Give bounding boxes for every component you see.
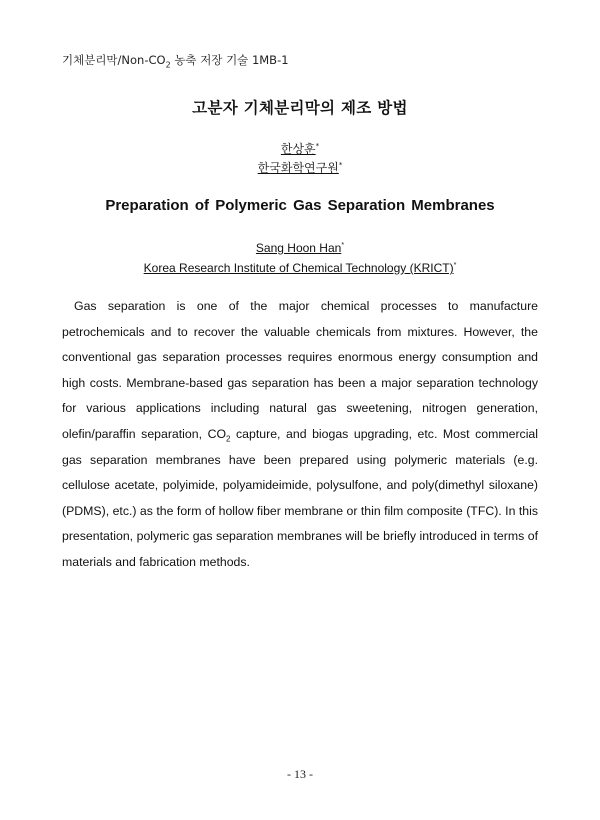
english-author-mark: * bbox=[341, 242, 345, 249]
session-prefix: 기체분리막/Non-CO bbox=[62, 53, 166, 67]
english-affiliation-line bbox=[0, 261, 600, 275]
english-author: Sang Hoon Han bbox=[255, 241, 342, 255]
session-header bbox=[62, 52, 289, 69]
english-title: Preparation of Polymeric Gas Separation Membranes bbox=[105, 197, 495, 214]
session-suffix: 농축 저장 기술 1MB-1 bbox=[170, 53, 289, 67]
abstract-text-part1: Gas separation is one of the major chemical processes to manufacture petrochemicals and to recover the valuable chemicals from mixtures. However, the conventional gas separation processes requires enormous energy consumption and high costs. Membrane-based gas separation has been a major separation technology for various applications including natural gas sweetening, nitrogen generation, olefin/paraffin separation, CO bbox=[62, 299, 538, 441]
session-subscript: 2 bbox=[165, 60, 171, 70]
korean-affiliation: 한국화학연구원 bbox=[257, 161, 339, 175]
korean-author-mark: * bbox=[315, 142, 320, 150]
korean-title: 고분자 기체분리막의 제조 방법 bbox=[192, 99, 408, 117]
korean-author-line bbox=[0, 140, 600, 157]
page-number: - 13 - bbox=[287, 767, 313, 781]
korean-author: 한상훈 bbox=[280, 142, 316, 156]
english-affiliation-mark: * bbox=[453, 262, 457, 269]
english-author-line bbox=[0, 241, 600, 255]
abstract-text-part2: capture, and biogas upgrading, etc. Most commercial gas separation membranes have been prepared using polymeric materials (e.g. cellulose acetate, polyimide, polyamideimide, polysulfone, and poly(dimethyl siloxane)(PDMS), etc.) as the form of hollow fiber membrane or thin film composite (TFC). In this presentation, polymeric gas separation membranes will be briefly introduced in terms of materials and fabrication methods. bbox=[62, 426, 538, 569]
abstract-paragraph bbox=[62, 294, 538, 576]
korean-affiliation-mark: * bbox=[338, 161, 343, 169]
korean-affiliation-line bbox=[0, 159, 600, 176]
abstract-subscript: 2 bbox=[226, 434, 231, 444]
english-affiliation: Korea Research Institute of Chemical Technology (KRICT) bbox=[143, 261, 454, 275]
